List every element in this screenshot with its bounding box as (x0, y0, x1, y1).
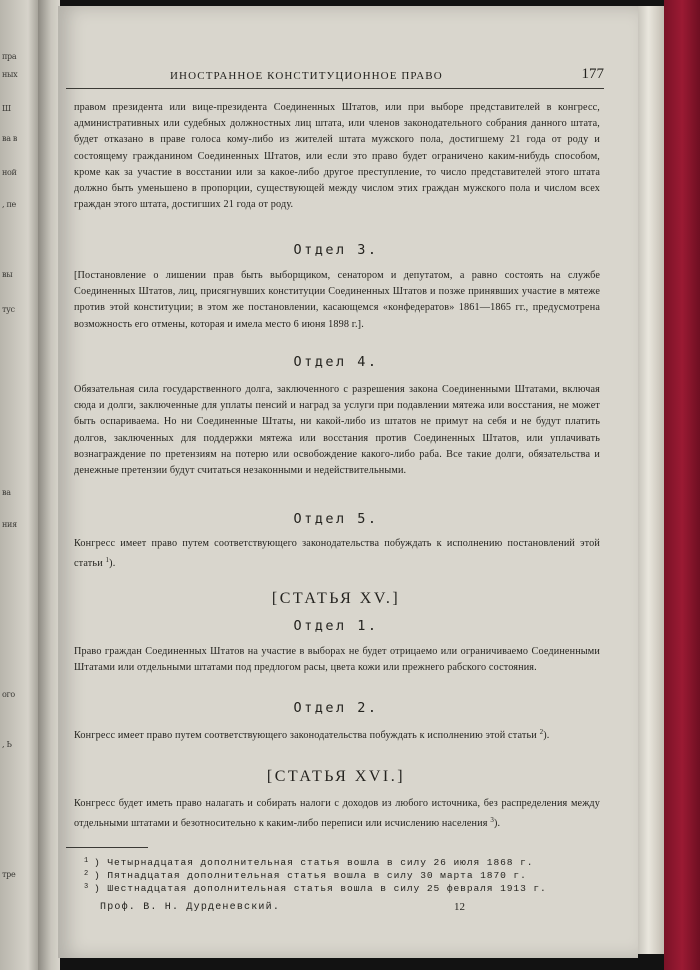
left-page-fragment: ния (2, 520, 17, 529)
left-page-fragment: , Ь (2, 740, 12, 749)
footnote: 3 ) Шестнадцатая дополнительная статья вошла в силу 25 февраля 1913 г. (84, 883, 547, 894)
running-title: ИНОСТРАННОЕ КОНСТИТУЦИОННОЕ ПРАВО (170, 70, 443, 82)
article-15-heading: [СТАТЬЯ XV.] (271, 590, 401, 607)
left-page-fragment: ных (2, 70, 18, 79)
left-page-fragment: ва в (2, 134, 18, 143)
footnote-ref: 1 (105, 556, 110, 565)
left-page-fragment: , пе (2, 200, 16, 209)
book-cover (664, 0, 700, 970)
left-page-fragment: тус (2, 305, 15, 314)
book-gutter (38, 0, 60, 970)
article-15-section-1-heading: Отдел 1. (293, 618, 379, 634)
footnote-text: Шестнадцатая дополнительная статья вошла в силу 25 февраля 1913 г. (107, 883, 547, 894)
left-page-edge (0, 0, 40, 970)
left-page-fragment: вы (2, 270, 13, 279)
article-15-section-2-body: Конгресс имеет право путем соответствующего законодательства побуждать к исполнению этой статьи (74, 730, 537, 741)
section-3-heading: Отдел 3. (293, 242, 379, 258)
footnote-divider (66, 847, 148, 848)
section-4-heading: Отдел 4. (293, 354, 379, 370)
footnote-text: Пятнадцатая дополнительная статья вошла в силу 30 марта 1870 г. (107, 870, 527, 881)
footnote-ref: 3 (490, 816, 494, 825)
left-page-fragment: пра (2, 52, 17, 61)
section-5-heading: Отдел 5. (293, 511, 379, 527)
article-15-section-2-text: Конгресс имеет право путем соответствующего законодательства побуждать к исполнению этой статьи $^2$). (74, 728, 550, 741)
article-16-text: Конгресс будет иметь право налагать и собирать налоги с доходов из любого источника, без распределения между отдельными штатами и безотносительно к каким-либо переписи или исчислению населения $^3$). (74, 798, 600, 830)
intro-paragraph: правом президента или вице-президента Соединенных Штатов, или при выборе представителей в конгресс, административных или судебных должностных лиц штата, или членов законодательного собрания данного штата, будет отказано в праве голоса кому-либо из жителей штата мужского пола, достигшему 21 года от роду и состоящему гражданином Соединенных Штатов, или если это право будет ограничено каким-нибудь способом, кроме как за участие в восстании или за какое-либо другое преступление, то число представителей этого штата должно быть уменьшено в пропорции, существующей между числом этих граждан мужского пола и числом всех граждан этого штата, достигших 21 года от роду. (74, 102, 600, 211)
left-page-fragment: Ш (2, 104, 11, 113)
footnote: 2 ) Пятнадцатая дополнительная статья вошла в силу 30 марта 1870 г. (84, 870, 527, 881)
article-15-section-1-text: Право граждан Соединенных Штатов на участие в выборах не будет отрицаемо или ограничиваемо Соединенными Штатами или отдельными штатами под предлогом расы, цвета кожи или прежнего рабского состояния. (74, 646, 600, 674)
section-5-text: Конгресс имеет право путем соответствующего законодательства побуждать к исполнению постановлений этой статьи $^1$). (74, 538, 600, 570)
left-page-fragment: ной (2, 168, 17, 177)
footnote-number: 3 (84, 883, 90, 891)
book-page (58, 6, 638, 958)
footnote-text: Четырнадцатая дополнительная статья вошла в силу 26 июля 1868 г. (107, 857, 534, 868)
footnote: 1 ) Четырнадцатая дополнительная статья вошла в силу 26 июля 1868 г. (84, 857, 534, 868)
left-page-fragment: ого (2, 690, 15, 699)
footnote-number: 1 (84, 857, 90, 865)
article-16-body: Конгресс будет иметь право налагать и собирать налоги с доходов из любого источника, без распределения между отдельными штатами и безотносительно к каким-либо переписи или исчислению населения (74, 798, 600, 830)
sheet-number: 12 (454, 901, 465, 913)
section-3-text: [Постановление о лишении прав быть выборщиком, сенатором и депутатом, а равно состоять на службе Соединенных Штатов, лиц, присягнувших конституции Соединенных Штатов и позже принявших участие в мятеже против этой конституции; в этом же постановлении, касающемся «конфедератов» 1861—1865 гг., предусмотрена возможность его отмены, которая и имела место 6 июня 1898 г.]. (74, 270, 600, 330)
left-page-fragment: тре (2, 870, 16, 879)
article-15-section-2-heading: Отдел 2. (293, 700, 379, 716)
page-number: 177 (581, 66, 604, 82)
author-signature: Проф. В. Н. Дурденевский. (100, 902, 281, 913)
footnote-number: 2 (84, 870, 90, 878)
section-5-body: Конгресс имеет право путем соответствующего законодательства побуждать к исполнению постановлений этой статьи (74, 538, 600, 570)
article-16-heading: [СТАТЬЯ XVI.] (266, 768, 406, 785)
footnote-ref: 2 (539, 728, 544, 736)
left-page-fragment: ва (2, 488, 11, 497)
page-header (66, 66, 604, 89)
section-4-text: Обязательная сила государственного долга, заключенного с разрешения закона Соединенными Штатами, включая сюда и долги, заключенные для уплаты пенсий и наград за услуги при подавлении мятежа или восстания, не может быть оспариваема. Но ни Соединенные Штаты, ни какой-либо из штатов не примут на себя и не будут платить долгов, заключенных для поддержки мятежа или восстания против Соединенных Штатов, или уплачивать вознаграждение по претензиям на потерю или освобождение какого-либо раба. Все такие долги, обязательства и денежные претензии будут считаться незаконными и недействительными. (74, 384, 600, 477)
